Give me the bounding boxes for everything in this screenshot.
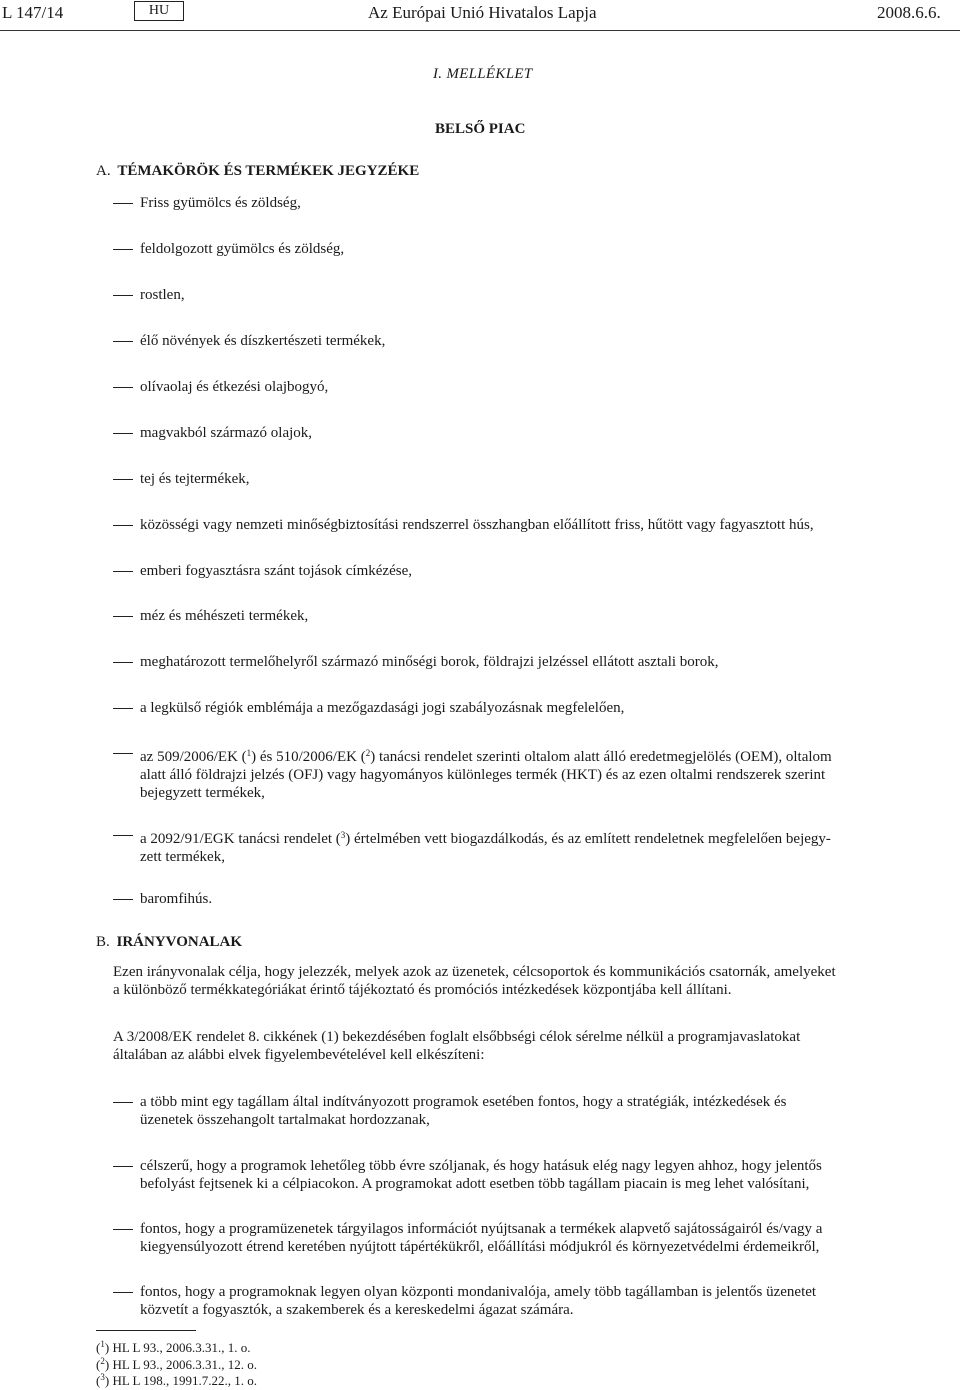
list-item-oem: az 509/2006/EK ($^1$) és 510/2006/EK ($^2$) tanácsi rendelet szerinti oltalom alatt álló eredetmegjelölés (OEM), oltalom alatt álló földrajzi jelzés (OFJ) vagy hagyományos különleges termék (HKT) és az ezen oltalmi rendszerek szerint bejegyzett termékek, xyxy=(113,744,863,802)
dash xyxy=(113,571,133,572)
list-item: meghatározott termelőhelyről származó minőségi borok, földrajzi jelzéssel ellátott asztali borok, xyxy=(113,653,863,671)
section-title: BELSŐ PIAC xyxy=(435,121,526,137)
section-a-letter: A. xyxy=(96,163,111,179)
footnote: ($^2$) HL L 93., 2006.3.31., 12. o. xyxy=(96,1356,257,1372)
dash xyxy=(113,433,133,434)
paragraph: A 3/2008/EK rendelet 8. cikkének (1) bekezdésében foglalt elsőbbségi célok sérelme nélkül a programjavaslatokat általában az alábbi elvek figyelembevételével kell elkészíteni: xyxy=(113,1029,801,1063)
dash xyxy=(113,1229,133,1230)
dash xyxy=(113,479,133,480)
dash xyxy=(113,753,133,754)
list-item: Friss gyümölcs és zöldség, xyxy=(113,194,863,212)
footnote-ref: 3 xyxy=(340,830,346,840)
list-item: élő növények és díszkertészeti termékek, xyxy=(113,332,863,350)
dash xyxy=(113,203,133,204)
dash xyxy=(113,1102,133,1103)
section-b-title: IRÁNYVONALAK xyxy=(116,934,243,950)
language-badge: HU xyxy=(134,1,184,21)
list-item: fontos, hogy a programüzenetek tárgyilagos információt nyújtsanak a termékek alapvető sajátosságairól és/vagy a kiegyensúlyozott étrend keretében nyújtott tápértékükről, előállítási módjukról és környezetvédelmi érdemeikről, xyxy=(113,1220,863,1256)
dash xyxy=(113,249,133,250)
dash xyxy=(113,295,133,296)
publication-date: 2008.6.6. xyxy=(877,3,941,22)
footnote-ref: 1 xyxy=(246,748,252,758)
list-item: emberi fogyasztásra szánt tojások címkézése, xyxy=(113,562,863,580)
footnote: ($^1$) HL L 93., 2006.3.31., 1. o. xyxy=(96,1339,251,1355)
list-item: baromfihús. xyxy=(113,890,863,908)
dash xyxy=(113,708,133,709)
dash xyxy=(113,899,133,900)
list-item: feldolgozott gyümölcs és zöldség, xyxy=(113,240,863,258)
journal-title: Az Európai Unió Hivatalos Lapja xyxy=(368,3,597,22)
dash xyxy=(113,1166,133,1167)
paragraph: Ezen irányvonalak célja, hogy jelezzék, melyek azok az üzenetek, célcsoportok és kommunikációs csatornák, amelyeket a különböző termékkategóriákat érintő tájékoztató és promóciós intézkedések központjába kell állítani. xyxy=(113,964,836,998)
list-item: célszerű, hogy a programok lehetőleg több évre szóljanak, és hogy hatásuk elég nagy legyen ahhoz, hogy jelentős befolyást fejtsenek ki a célpiacokon. A programokat adott esetben több tagállam piacain is meg lehet valósítani, xyxy=(113,1157,863,1193)
dash xyxy=(113,341,133,342)
list-item: a legkülső régiók emblémája a mezőgazdasági jogi szabályozásnak megfelelően, xyxy=(113,699,863,717)
dash xyxy=(113,662,133,663)
section-a-title: TÉMAKÖRÖK ÉS TERMÉKEK JEGYZÉKE xyxy=(117,163,420,179)
list-item: rostlen, xyxy=(113,286,863,304)
list-item: a több mint egy tagállam által indítványozott programok esetében fontos, hogy a stratégiák, intézkedések és üzenetek összehangolt tartalmakat hordozzanak, xyxy=(113,1093,863,1129)
footnote-rule xyxy=(96,1330,196,1331)
list-item: tej és tejtermékek, xyxy=(113,470,863,488)
dash xyxy=(113,1292,133,1293)
header-rule xyxy=(0,30,960,31)
dash xyxy=(113,616,133,617)
dash xyxy=(113,835,133,836)
annex-title: I. MELLÉKLET xyxy=(433,66,533,82)
list-item-bio: a 2092/91/EGK tanácsi rendelet ($^3$) értelmében vett biogazdálkodás, és az említett rendeletnek megfelelően bejegy- zett termékek, xyxy=(113,826,863,866)
footnote-ref: 2 xyxy=(365,748,371,758)
page-reference: L 147/14 xyxy=(2,3,64,22)
list-item: olívaolaj és étkezési olajbogyó, xyxy=(113,378,863,396)
section-b-heading xyxy=(96,934,242,951)
section-b-letter: B. xyxy=(96,934,110,950)
list-item: méz és méhészeti termékek, xyxy=(113,607,863,625)
list-item: közösségi vagy nemzeti minőségbiztosítási rendszerrel összhangban előállított friss, hűtött vagy fagyasztott hús, xyxy=(113,516,863,534)
footnote: ($^3$) HL L 198., 1991.7.22., 1. o. xyxy=(96,1372,257,1388)
dash xyxy=(113,525,133,526)
dash xyxy=(113,387,133,388)
section-a-heading xyxy=(96,163,419,180)
list-item: magvakból származó olajok, xyxy=(113,424,863,442)
list-item: fontos, hogy a programoknak legyen olyan központi mondanivalója, amely több tagállamban is jelentős üzenetet közvetít a fogyasztók, a szakemberek és a kereskedelmi ágazat számára. xyxy=(113,1283,863,1319)
